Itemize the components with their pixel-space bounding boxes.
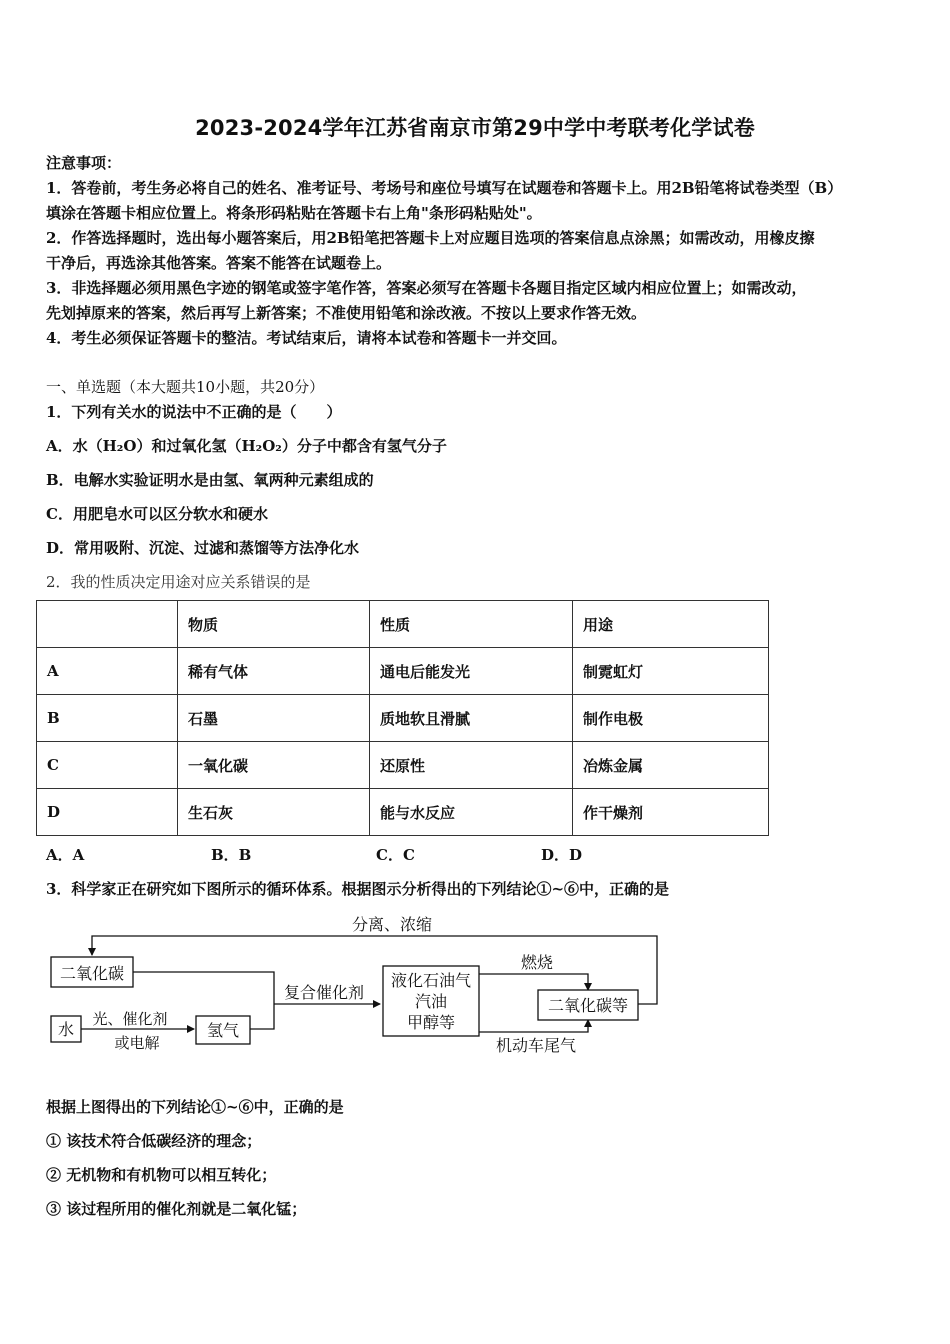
table-cell: 一氧化碳 [178, 742, 370, 789]
table-cell: 还原性 [370, 742, 573, 789]
notice-line: 1．答卷前，考生务必将自己的姓名、准考证号、考场号和座位号填写在试题卷和答题卡上。用2B铅笔将试卷类型（B） [46, 179, 843, 197]
table-row [37, 695, 769, 742]
exhaust-arrow [479, 1020, 588, 1032]
catalyst-label: 复合催化剂 [283, 983, 365, 1002]
table-cell: 性质 [370, 601, 573, 648]
fuel-line-2: 汽油 [414, 992, 448, 1011]
burn-arrow [479, 974, 588, 990]
table-cell: 制作电极 [573, 695, 769, 742]
table-row [37, 742, 769, 789]
table-cell: 能与水反应 [370, 789, 573, 836]
cycle-diagram [40, 908, 680, 1058]
light-label: 光、催化剂 [92, 1010, 168, 1028]
exhaust-label: 机动车尾气 [495, 1036, 577, 1055]
table-header-row [37, 601, 769, 648]
fuel-line-1: 液化石油气 [390, 971, 472, 990]
table-row [37, 789, 769, 836]
table-cell: 生石灰 [178, 789, 370, 836]
top-label: 分离、浓缩 [351, 915, 433, 934]
electro-label: 或电解 [114, 1034, 160, 1052]
q2-option-c: C．C [376, 846, 415, 864]
q1-option-c: C．用肥皂水可以区分软水和硬水 [46, 505, 268, 523]
q1-option-d: D．常用吸附、沉淀、过滤和蒸馏等方法净化水 [46, 539, 360, 557]
q2-stem: 2．我的性质决定用途对应关系错误的是 [46, 573, 311, 591]
q1-option-a: A．水（H₂O）和过氧化氢（H₂O₂）分子中都含有氢气分子 [46, 437, 447, 455]
table-cell: C [37, 742, 178, 789]
table-cell: A [37, 648, 178, 695]
q2-option-b: B．B [211, 846, 252, 864]
q2-option-d: D．D [541, 846, 583, 864]
conclusion-intro: 根据上图得出的下列结论①~⑥中，正确的是 [46, 1098, 344, 1116]
q3-stem: 3．科学家正在研究如下图所示的循环体系。根据图示分析得出的下列结论①~⑥中，正确的是 [46, 880, 670, 898]
notice-heading: 注意事项： [46, 154, 122, 172]
fuel-line-3: 甲醇等 [406, 1013, 456, 1032]
table-row [37, 648, 769, 695]
co2-label: 二氧化碳 [59, 964, 125, 983]
water-label: 水 [57, 1020, 75, 1039]
q1-option-b: B．电解水实验证明水是由氢、氧两种元素组成的 [46, 471, 374, 489]
notice-line: 干净后，再选涂其他答案。答案不能答在试题卷上。 [46, 254, 392, 272]
q1-stem: 1．下列有关水的说法中不正确的是（ ） [46, 403, 342, 421]
co2-etc-label: 二氧化碳等 [547, 996, 629, 1015]
table-cell: 通电后能发光 [370, 648, 573, 695]
table-cell: 作干燥剂 [573, 789, 769, 836]
conclusion-item: ② 无机物和有机物可以相互转化； [46, 1166, 277, 1184]
table-cell: B [37, 695, 178, 742]
table-cell: 稀有气体 [178, 648, 370, 695]
q2-table [36, 600, 769, 836]
section-heading: 一、单选题（本大题共10小题，共20分） [46, 378, 325, 396]
burn-label: 燃烧 [520, 953, 554, 972]
conclusion-item: ① 该技术符合低碳经济的理念； [46, 1132, 262, 1150]
page-title: 2023-2024学年江苏省南京市第29中学中考联考化学试卷 [195, 116, 755, 140]
table-cell: 质地软且滑腻 [370, 695, 573, 742]
notice-line: 4．考生必须保证答题卡的整洁。考试结束后，请将本试卷和答题卡一并交回。 [46, 329, 567, 347]
notice-line: 2．作答选择题时，选出每小题答案后，用2B铅笔把答题卡上对应题目选项的答案信息点涂黑；如需改动，用橡皮擦 [46, 229, 815, 247]
notice-line: 填涂在答题卡相应位置上。将条形码粘贴在答题卡右上角"条形码粘贴处"。 [46, 204, 542, 222]
notice-line: 3．非选择题必须用黑色字迹的钢笔或签字笔作答，答案必须写在答题卡各题目指定区域内相应位置上；如需改动， [46, 279, 807, 297]
table-cell: 制霓虹灯 [573, 648, 769, 695]
table-cell [37, 601, 178, 648]
table-cell: 冶炼金属 [573, 742, 769, 789]
table-cell: 石墨 [178, 695, 370, 742]
h2-label: 氢气 [206, 1021, 240, 1040]
notice-line: 先划掉原来的答案，然后再写上新答案；不准使用铅笔和涂改液。不按以上要求作答无效。 [46, 304, 647, 322]
table-cell: 用途 [573, 601, 769, 648]
table-cell: 物质 [178, 601, 370, 648]
q2-option-a: A．A [46, 846, 85, 864]
conclusion-item: ③ 该过程所用的催化剂就是二氧化锰； [46, 1200, 307, 1218]
table-cell: D [37, 789, 178, 836]
